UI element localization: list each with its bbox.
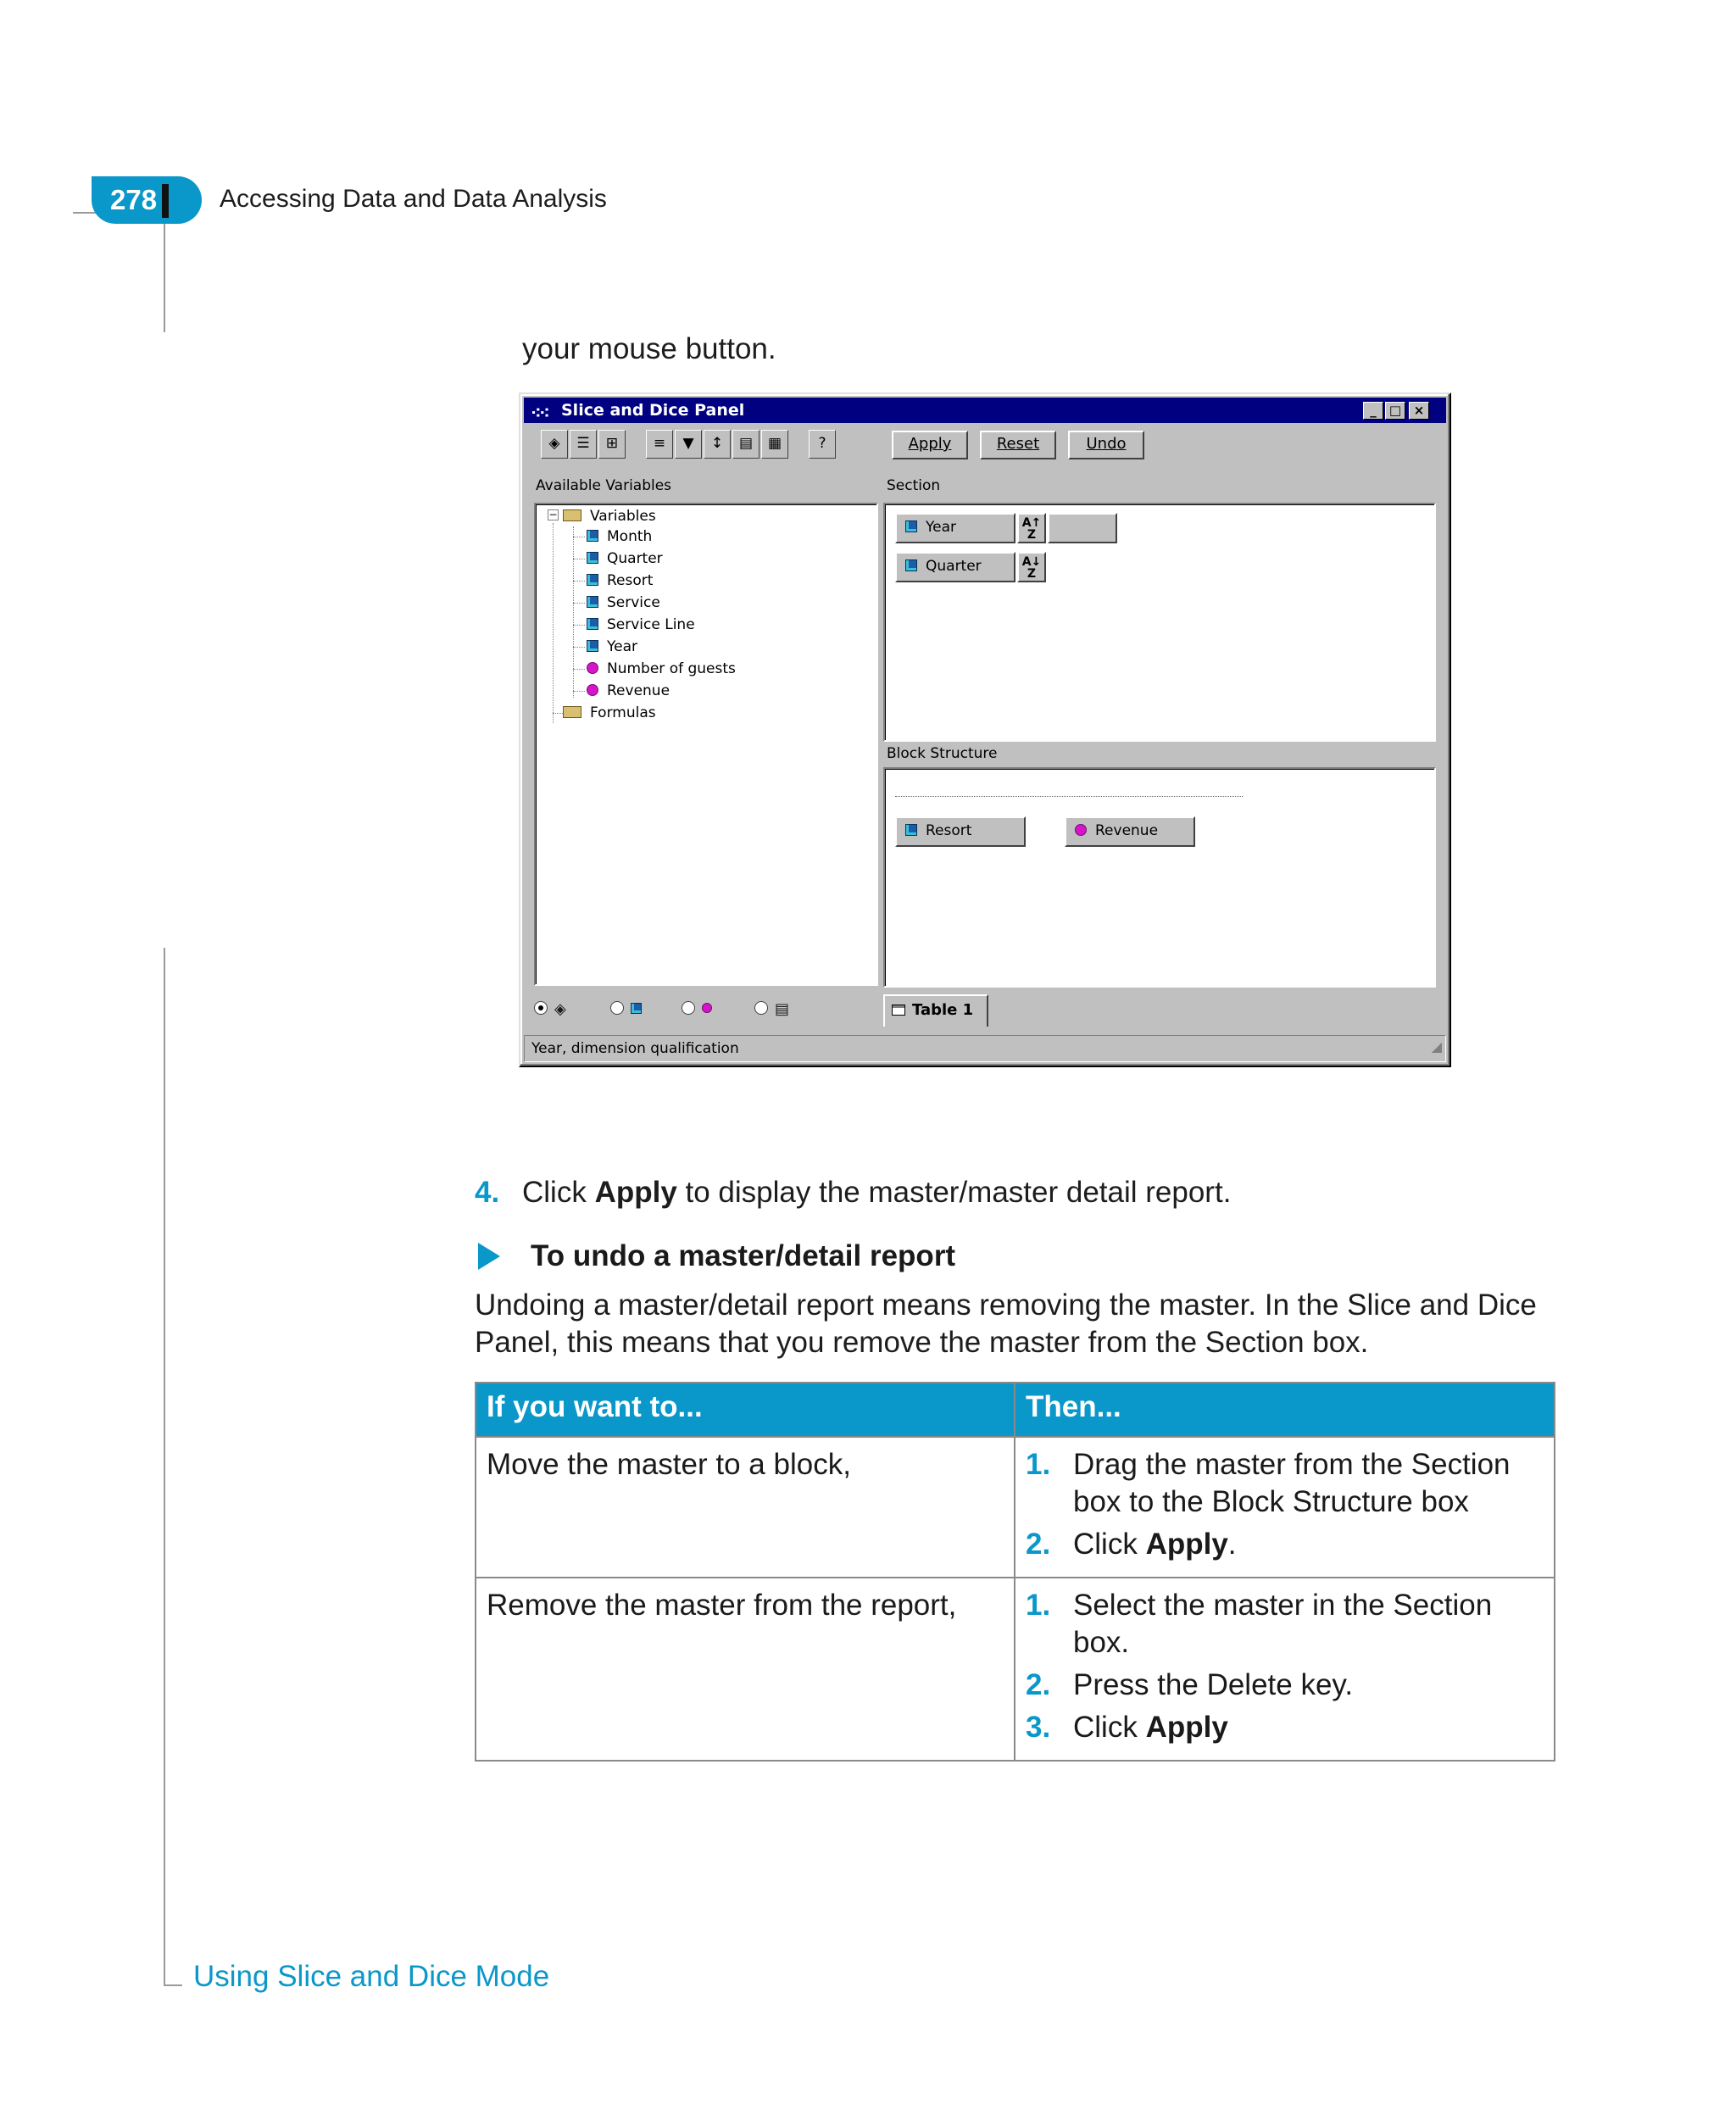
slice-dice-icon[interactable]: ◈ (541, 430, 568, 459)
chip-label: Revenue (1095, 822, 1159, 839)
block-chip-revenue[interactable] (1065, 816, 1195, 847)
window-title: Slice and Dice Panel (561, 401, 745, 420)
footer-rule (164, 1984, 182, 1986)
tree-item-revenue[interactable] (587, 681, 670, 701)
collapse-icon[interactable]: − (548, 509, 558, 520)
filter-icon[interactable]: ▼ (675, 430, 702, 459)
variables-tree[interactable] (534, 503, 878, 986)
undo-button[interactable]: Undo (1068, 431, 1144, 459)
table-row (476, 1578, 1555, 1761)
list-text: . (1227, 1528, 1237, 1561)
chip-label: Resort (926, 822, 972, 839)
dimension-cube-icon (587, 530, 598, 542)
table-cell-want: Move the master to a block, (476, 1437, 1015, 1578)
variable-filter-radios (534, 998, 873, 1020)
measure-dot-icon (587, 684, 598, 696)
help-icon[interactable]: ? (809, 430, 836, 459)
list-number: 1. (1026, 1448, 1051, 1481)
step-emphasis: Apply (594, 1176, 677, 1209)
list-item (1026, 1446, 1544, 1521)
table-cell-steps (1015, 1578, 1555, 1761)
tree-label: Resort (607, 572, 654, 589)
tree-connector (573, 647, 585, 648)
tree-label: Variables (590, 508, 656, 525)
break-icon[interactable]: ≡ (646, 430, 673, 459)
radio-details[interactable] (754, 1001, 768, 1015)
measure-dot-icon (587, 662, 598, 674)
tab-label: Table 1 (912, 1001, 974, 1019)
measure-dot-icon (702, 1003, 712, 1013)
dimension-cube-icon (905, 520, 917, 532)
available-variables-label: Available Variables (536, 477, 672, 494)
table-row (476, 1437, 1555, 1578)
app-icon: ⁖⁖ (531, 404, 548, 422)
list-number: 3. (1026, 1711, 1051, 1744)
tree-root-variables[interactable] (563, 506, 656, 526)
dimension-cube-icon (587, 574, 598, 586)
tree-item-service[interactable] (587, 593, 660, 613)
sort-icon[interactable]: ↕ (704, 430, 731, 459)
list-number: 2. (1026, 1528, 1051, 1561)
radio-measures[interactable] (682, 1001, 695, 1015)
procedure-arrow-icon (478, 1243, 500, 1270)
radio-dimensions[interactable] (610, 1001, 624, 1015)
minimize-button[interactable]: _ (1363, 402, 1383, 420)
toolbar (541, 430, 1431, 462)
close-button[interactable]: × (1409, 402, 1429, 420)
tree-label: Service Line (607, 616, 695, 633)
step-4 (475, 1174, 1231, 1211)
section-chip-quarter[interactable] (895, 552, 1015, 582)
tree-label: Year (607, 638, 637, 655)
page-number-bar (162, 184, 169, 218)
tree-root-formulas[interactable] (563, 703, 656, 723)
tree-connector (573, 625, 585, 626)
ranking-icon[interactable]: ▤ (732, 430, 760, 459)
list-number: 2. (1026, 1668, 1051, 1701)
reset-button[interactable]: Reset (980, 431, 1056, 459)
table-header: If you want to... (476, 1383, 1015, 1437)
resize-grip-icon[interactable]: ◢ (1431, 1038, 1442, 1055)
section-chip-year[interactable] (895, 513, 1015, 543)
tree-item-quarter[interactable] (587, 548, 663, 569)
table-header: Then... (1015, 1383, 1555, 1437)
list-item (1026, 1526, 1544, 1563)
calculator-icon[interactable]: ▦ (761, 430, 788, 459)
list-text: Click (1073, 1528, 1146, 1561)
section-label: Section (887, 477, 941, 494)
list-text: Drag the master from the Section box to the Block Structure box (1073, 1448, 1511, 1518)
step-text: to display the master/master detail report. (676, 1176, 1232, 1209)
block-divider (895, 796, 1243, 797)
slice-dice-window (519, 392, 1451, 1067)
table-icon (892, 1005, 905, 1016)
list-text: Select the master in the Section box. (1073, 1589, 1493, 1659)
apply-button[interactable]: Apply (892, 431, 968, 459)
chip-label: Year (926, 519, 956, 536)
block-chip-resort[interactable] (895, 816, 1026, 847)
tree-item-month[interactable] (587, 526, 652, 547)
tree-item-resort[interactable] (587, 571, 653, 591)
list-item (1026, 1587, 1544, 1661)
margin-rule (164, 948, 165, 1986)
dimension-cube-icon (587, 552, 598, 564)
tree-connector (573, 603, 585, 604)
chip-label: Quarter (926, 558, 982, 575)
list-item (1026, 1667, 1544, 1704)
dimension-cube-icon (587, 618, 598, 630)
list-item (1026, 1709, 1544, 1746)
window-titlebar[interactable] (524, 398, 1446, 423)
list-emphasis: Apply (1145, 1711, 1228, 1744)
list-emphasis: Apply (1145, 1528, 1228, 1561)
margin-rule (164, 212, 165, 332)
status-text: Year, dimension qualification (531, 1040, 739, 1057)
sort-ascending-icon[interactable]: A↓ Z (1017, 552, 1046, 582)
maximize-button[interactable]: □ (1385, 402, 1405, 420)
tree-item-year[interactable] (587, 637, 637, 657)
list-text: Click (1073, 1711, 1146, 1744)
sort-ascending-icon[interactable]: A↑ Z (1017, 513, 1046, 543)
list-text: Press the Delete key. (1073, 1668, 1354, 1701)
tree-label: Formulas (590, 704, 656, 721)
tree-item-number-of-guests[interactable] (587, 659, 736, 679)
tree-label: Month (607, 528, 653, 545)
continuation-text: your mouse button. (522, 332, 776, 365)
all-variables-icon: ◈ (554, 1000, 566, 1018)
table-layout-icon[interactable]: ☰ (570, 430, 597, 459)
procedure-intro: Undoing a master/detail report means removing the master. In the Slice and Dice Panel, this means that you remove the master from the Section box. (475, 1289, 1537, 1359)
tab-table-1[interactable] (883, 994, 988, 1027)
footer-title: Using Slice and Dice Mode (193, 1960, 550, 1993)
table-cell-want: Remove the master from the report, (476, 1578, 1015, 1761)
folder-icon (563, 706, 581, 718)
tree-label: Number of guests (607, 660, 736, 677)
instructions-table (475, 1382, 1555, 1762)
tree-label: Revenue (607, 682, 670, 699)
section-box[interactable] (883, 503, 1436, 742)
tree-item-service-line[interactable] (587, 615, 695, 635)
procedure-heading-text: To undo a master/detail report (531, 1239, 956, 1272)
block-structure-label: Block Structure (887, 745, 998, 762)
page-number-badge (92, 176, 202, 224)
tree-label: Quarter (607, 550, 663, 567)
tree-connector (573, 526, 574, 698)
radio-all-variables[interactable] (534, 1001, 548, 1015)
tree-connector (573, 691, 585, 692)
dimension-cube-icon (587, 640, 598, 652)
list-number: 1. (1026, 1589, 1051, 1622)
tree-connector (573, 669, 585, 670)
folder-icon (563, 509, 581, 521)
step-text: Click (522, 1176, 595, 1209)
dimension-cube-icon (905, 559, 917, 571)
dimension-cube-icon (631, 1003, 642, 1014)
status-bar (524, 1035, 1446, 1062)
page-number: 278 (110, 184, 158, 215)
tree-label: Service (607, 594, 660, 611)
table-icon: ▤ (775, 1000, 790, 1018)
section-chip-spacer (1048, 513, 1117, 543)
dimension-cube-icon (587, 596, 598, 608)
crosstab-layout-icon[interactable]: ⊞ (598, 430, 626, 459)
tree-connector (553, 523, 554, 723)
step-number: 4. (475, 1176, 500, 1209)
table-cell-steps (1015, 1437, 1555, 1578)
measure-dot-icon (1075, 824, 1087, 836)
block-structure-box[interactable] (883, 767, 1436, 988)
dimension-cube-icon (905, 824, 917, 836)
chapter-title: Accessing Data and Data Analysis (220, 185, 607, 213)
tree-connector (573, 581, 585, 582)
